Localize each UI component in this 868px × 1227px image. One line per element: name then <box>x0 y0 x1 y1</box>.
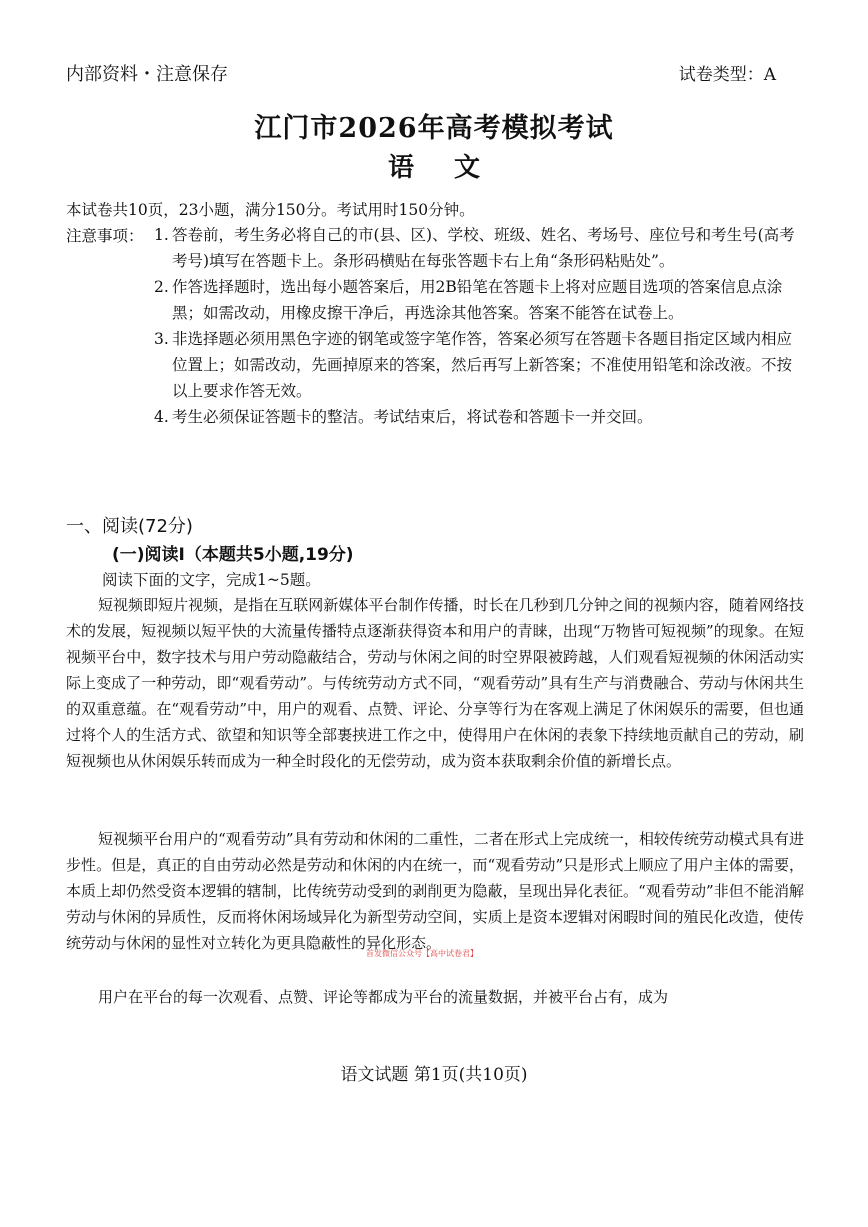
note-number: 4. <box>154 408 169 426</box>
subsection-heading: (一)阅读Ⅰ（本题共5小题,19分) <box>112 545 354 565</box>
note-item <box>154 222 804 274</box>
note-item <box>154 274 804 326</box>
passage-paragraph: 短视频平台用户的“观看劳动”具有劳动和休闲的二重性，二者在形式上完成统一，相较传统劳动模式具有进步性。但是，真正的自由劳动必然是劳动和休闲的内在统一，而“观看劳动”只是形式上顺应了用户主体的需要，本质上却仍然受资本逻辑的辖制，比传统劳动受到的剥削更为隐蔽，呈现出异化表征。“观看劳动”非但不能消解劳动与休闲的异质性，反而将休闲场域异化为新型劳动空间，实质上是资本逻辑对闲暇时间的殖民化改造，使传统劳动与休闲的显性对立转化为更具隐蔽性的异化形态。 <box>66 830 804 952</box>
note-item <box>154 326 804 404</box>
exam-intro: 本试卷共10页，23小题，满分150分。考试用时150分钟。 <box>66 201 475 219</box>
note-text: 非选择题必须用黑色字迹的钢笔或签字笔作答，答案必须写在答题卡各题目指定区域内相应位置上；如需改动，先画掉原来的答案，然后再写上新答案；不准使用铅笔和涂改液。不按以上要求作答无效。 <box>172 330 793 400</box>
page-footer: 语文试题 第1页(共10页) <box>340 1065 528 1085</box>
exam-title: 江门市2026年高考模拟考试 <box>254 113 614 144</box>
notes-list <box>154 222 804 430</box>
note-number: 1. <box>154 226 169 244</box>
note-number: 3. <box>154 330 169 348</box>
passage-paragraph: 用户在平台的每一次观看、点赞、评论等都成为平台的流量数据，并被平台占有，成为 <box>98 988 669 1006</box>
note-text: 考生必须保证答题卡的整洁。考试结束后，将试卷和答题卡一并交回。 <box>172 408 653 426</box>
passage-paragraph: 短视频即短片视频，是指在互联网新媒体平台制作传播，时长在几秒到几分钟之间的视频内容，随着网络技术的发展，短视频以短平快的大流量传播特点逐渐获得资本和用户的青睐，出现“万物皆可短视频”的现象。在短视频平台中，数字技术与用户劳动隐蔽结合，劳动与休闲之间的时空界限被跨越，人们观看短视频的休闲活动实际上变成了一种劳动，即“观看劳动”。与传统劳动方式不同，“观看劳动”具有生产与消费融合、劳动与休闲共生的双重意蕴。在“观看劳动”中，用户的观看、点赞、评论、分享等行为在客观上满足了休闲娱乐的需要，但也通过将个人的生活方式、欲望和知识等全部裹挟进工作之中，使得用户在休闲的表象下持续地贡献自己的劳动，刷短视频也从休闲娱乐转而成为一种全时段化的无偿劳动，成为资本获取剩余价值的新增长点。 <box>66 596 804 770</box>
note-number: 2. <box>154 278 169 296</box>
exam-subject: 语文 <box>387 153 520 183</box>
watermark-text: 首发微信公众号【高中试卷君】 <box>366 949 478 958</box>
reading-instruction: 阅读下面的文字，完成1~5题。 <box>102 571 321 589</box>
note-item <box>154 404 804 430</box>
notes-label: 注意事项： <box>66 227 144 245</box>
note-text: 答卷前，考生务必将自己的市(县、区)、学校、班级、姓名、考场号、座位号和考生号(高考考号)填写在答题卡上。条形码横贴在每张答题卡右上角“条形码粘贴处”。 <box>172 226 795 270</box>
header-confidential: 内部资料・注意保存 <box>66 64 228 85</box>
section-heading: 一、阅读(72分) <box>66 516 193 537</box>
note-text: 作答选择题时，选出每小题答案后，用2B铅笔在答题卡上将对应题目选项的答案信息点涂黑；如需改动，用橡皮擦干净后，再选涂其他答案。答案不能答在试卷上。 <box>172 278 783 322</box>
header-paper-type: 试卷类型：A <box>678 65 776 85</box>
